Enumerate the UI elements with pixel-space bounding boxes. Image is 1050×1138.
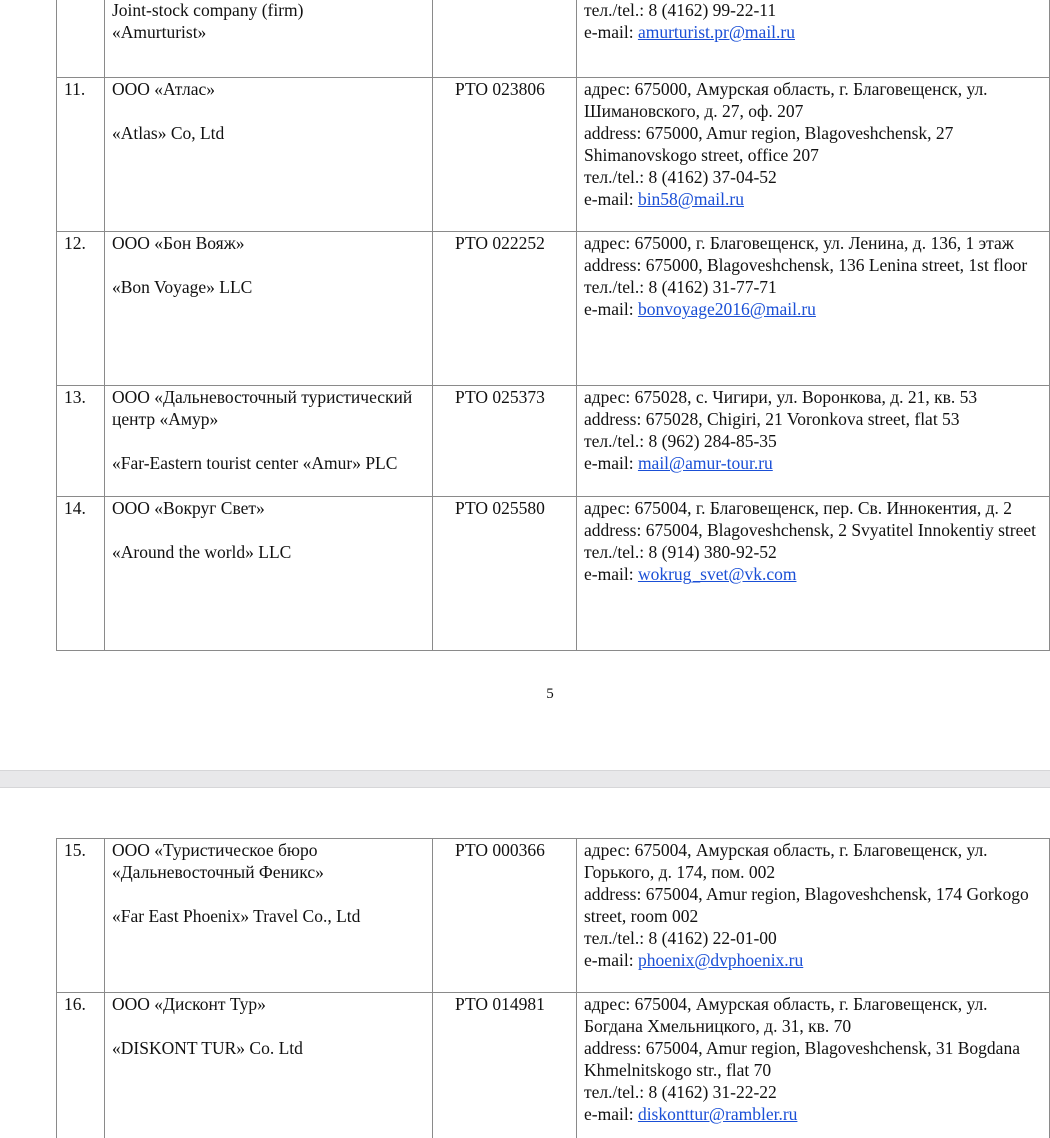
company-name-cell — [105, 839, 433, 993]
address-ru: адрес: 675004, Амурская область, г. Благовещенск, ул. Богдана Хмельницкого, д. 31, кв. 70 — [584, 994, 988, 1036]
email-link[interactable]: wokrug_svet@vk.com — [637, 564, 797, 584]
email-link[interactable]: diskonttur@rambler.ru — [637, 1104, 798, 1124]
company-name-ru: ООО «Атлас» — [112, 79, 216, 99]
email-label: e-mail: — [584, 299, 638, 319]
company-name-cell — [105, 497, 433, 651]
email-line — [584, 452, 1043, 474]
row-number-cell: 16. — [57, 993, 105, 1138]
row-number-cell — [57, 0, 105, 78]
contact-cell — [577, 386, 1050, 497]
email-link[interactable]: amurturist.pr@mail.ru — [637, 22, 795, 42]
contact-cell — [577, 839, 1050, 993]
company-name-ru: ООО «Дальневосточный туристический центр «Амур» — [112, 387, 413, 429]
table-row — [57, 0, 1050, 78]
table-row — [57, 839, 1050, 993]
email-line — [584, 1103, 1043, 1125]
phone-text: тел./tel.: 8 (962) 284-85-35 — [584, 431, 777, 451]
table-row — [57, 78, 1050, 232]
address-en: address: 675028, Chigiri, 21 Voronkova street, flat 53 — [584, 409, 960, 429]
company-name-en: «Bon Voyage» LLC — [112, 277, 253, 297]
email-line — [584, 949, 1043, 971]
company-name-en: Joint-stock company (firm) — [112, 0, 304, 20]
company-name-cell — [105, 78, 433, 232]
company-name-en: «Atlas» Co, Ltd — [112, 123, 225, 143]
email-label: e-mail: — [584, 564, 638, 584]
email-label: e-mail: — [584, 453, 638, 473]
email-link[interactable]: bin58@mail.ru — [637, 189, 744, 209]
email-line — [584, 21, 1043, 43]
email-line — [584, 298, 1043, 320]
contact-cell — [577, 78, 1050, 232]
company-name-cell — [105, 386, 433, 497]
contact-cell — [577, 993, 1050, 1138]
phone-text: тел./tel.: 8 (4162) 22-01-00 — [584, 928, 777, 948]
company-name-ru: ООО «Вокруг Свет» — [112, 498, 265, 518]
company-name-en: «DISKONT TUR» Co. Ltd — [112, 1038, 303, 1058]
document-page-bottom — [0, 788, 1050, 1138]
registry-number-cell: РТО 014981 — [433, 993, 577, 1138]
registry-number-cell: РТО 000366 — [433, 839, 577, 993]
row-number-cell: 14. — [57, 497, 105, 651]
table-row — [57, 232, 1050, 386]
phone-text: тел./tel.: 8 (4162) 31-77-71 — [584, 277, 777, 297]
contact-cell — [577, 0, 1050, 78]
company-name-en: «Amurturist» — [112, 22, 207, 42]
email-link[interactable]: mail@amur-tour.ru — [637, 453, 773, 473]
registry-number-cell: РТО 025373 — [433, 386, 577, 497]
email-label: e-mail: — [584, 22, 638, 42]
company-name-ru: ООО «Дисконт Тур» — [112, 994, 266, 1014]
registry-number-cell — [433, 0, 577, 78]
page-number: 5 — [546, 686, 554, 702]
company-name-ru: ООО «Бон Вояж» — [112, 233, 245, 253]
email-link[interactable]: bonvoyage2016@mail.ru — [637, 299, 816, 319]
email-link[interactable]: phoenix@dvphoenix.ru — [637, 950, 804, 970]
company-name-en: «Far East Phoenix» Travel Co., Ltd — [112, 906, 361, 926]
address-ru: адрес: 675000, Амурская область, г. Благовещенск, ул. Шимановского, д. 27, оф. 207 — [584, 79, 988, 121]
phone-text: тел./tel.: 8 (4162) 37-04-52 — [584, 167, 777, 187]
contact-cell — [577, 497, 1050, 651]
email-label: e-mail: — [584, 950, 638, 970]
row-number-cell: 15. — [57, 839, 105, 993]
row-number-cell: 12. — [57, 232, 105, 386]
phone-text: тел./tel.: 8 (4162) 99-22-11 — [584, 0, 777, 20]
email-line — [584, 188, 1043, 210]
email-line — [584, 563, 1043, 585]
address-en: address: 675004, Amur region, Blagoveshchensk, 31 Bogdana Khmelnitskogo str., flat 70 — [584, 1038, 1020, 1080]
address-ru: адрес: 675004, Амурская область, г. Благовещенск, ул. Горького, д. 174, пом. 002 — [584, 840, 988, 882]
email-label: e-mail: — [584, 1104, 638, 1124]
table-row — [57, 386, 1050, 497]
phone-text: тел./tel.: 8 (4162) 31-22-22 — [584, 1082, 777, 1102]
address-ru: адрес: 675004, г. Благовещенск, пер. Св. Иннокентия, д. 2 — [584, 498, 1013, 518]
tour-operators-table-bottom — [56, 838, 1050, 1138]
registry-number-cell: РТО 025580 — [433, 497, 577, 651]
company-name-cell — [105, 993, 433, 1138]
page-separator — [0, 770, 1050, 788]
table-row — [57, 993, 1050, 1138]
row-number-cell: 11. — [57, 78, 105, 232]
address-en: address: 675004, Amur region, Blagoveshchensk, 174 Gorkogo street, room 002 — [584, 884, 1029, 926]
company-name-en: «Around the world» LLC — [112, 542, 292, 562]
contact-cell — [577, 232, 1050, 386]
company-name-cell — [105, 0, 433, 78]
company-name-ru: ООО «Туристическое бюро «Дальневосточный Феникс» — [112, 840, 324, 882]
registry-number-cell: РТО 023806 — [433, 78, 577, 232]
registry-number-cell: РТО 022252 — [433, 232, 577, 386]
address-en: address: 675004, Blagoveshchensk, 2 Svyatitel Innokentiy street — [584, 520, 1037, 540]
phone-text: тел./tel.: 8 (914) 380-92-52 — [584, 542, 777, 562]
address-ru: адрес: 675000, г. Благовещенск, ул. Ленина, д. 136, 1 этаж — [584, 233, 1014, 253]
address-en: address: 675000, Blagoveshchensk, 136 Lenina street, 1st floor — [584, 255, 1028, 275]
address-en: address: 675000, Amur region, Blagoveshchensk, 27 Shimanovskogo street, office 207 — [584, 123, 954, 165]
tour-operators-table-top — [56, 0, 1050, 651]
email-label: e-mail: — [584, 189, 638, 209]
table-row — [57, 497, 1050, 651]
address-ru: адрес: 675028, с. Чигири, ул. Воронкова, д. 21, кв. 53 — [584, 387, 978, 407]
company-name-en: «Far-Eastern tourist center «Amur» PLC — [112, 453, 398, 473]
row-number-cell: 13. — [57, 386, 105, 497]
company-name-cell — [105, 232, 433, 386]
